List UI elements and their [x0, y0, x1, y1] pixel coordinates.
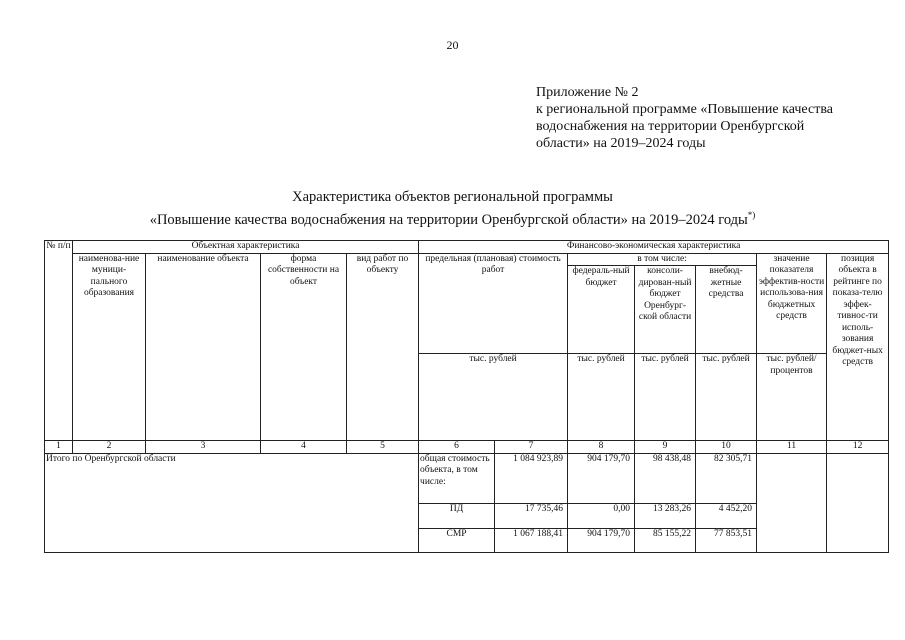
- appendix-heading: [536, 84, 833, 152]
- header-indicator-value: значение показателя эффектив-ности использова-ния бюджетных средств: [757, 253, 827, 354]
- title-line-2-text: «Повышение качества водоснабжения на территории Оренбургской области» на 2019–2024 годы: [149, 211, 748, 228]
- col-number-10: 10: [696, 441, 757, 454]
- unit-extra: тыс. рублей: [696, 354, 757, 441]
- row-label: СМР: [419, 528, 495, 552]
- col-number-11: 11: [757, 441, 827, 454]
- page-number: 20: [446, 38, 459, 52]
- row-federal: 904 179,70: [568, 453, 635, 503]
- row-total: 1 067 188,41: [495, 528, 568, 552]
- row-total: 17 735,46: [495, 503, 568, 528]
- header-finance-group: Финансово-экономическая характеристика: [419, 241, 889, 254]
- header-municipality: наименова-ние муници-пального образования: [73, 253, 146, 441]
- row-extra: 4 452,20: [696, 503, 757, 528]
- col-number-8: 8: [568, 441, 635, 454]
- col-number-12: 12: [827, 441, 889, 454]
- col-number-4: 4: [261, 441, 347, 454]
- row-total: 1 084 923,89: [495, 453, 568, 503]
- header-federal: федераль-ный бюджет: [568, 266, 635, 354]
- col-number-9: 9: [635, 441, 696, 454]
- total-indicator-cell: [757, 453, 827, 552]
- title-line-2: [0, 206, 905, 229]
- appendix-line-4: области» на 2019–2024 годы: [536, 136, 706, 151]
- row-consolidated: 98 438,48: [635, 453, 696, 503]
- table-row: [45, 453, 889, 503]
- col-number-5: 5: [347, 441, 419, 454]
- total-label: Итого по Оренбургской области: [45, 453, 419, 552]
- unit-consolidated: тыс. рублей: [635, 354, 696, 441]
- row-extra: 82 305,71: [696, 453, 757, 503]
- col-number-6: 6: [419, 441, 495, 454]
- header-work-type: вид работ по объекту: [347, 253, 419, 441]
- header-max-cost: предельная (плановая) стоимость работ: [419, 253, 568, 354]
- unit-indicator: тыс. рублей/ процентов: [757, 354, 827, 441]
- row-extra: 77 853,51: [696, 528, 757, 552]
- objects-table: [44, 240, 889, 553]
- header-ownership: форма собственности на объект: [261, 253, 347, 441]
- header-consolidated: консоли-дирован-ный бюджет Оренбург-ской области: [635, 266, 696, 354]
- unit-federal: тыс. рублей: [568, 354, 635, 441]
- title-line-1: Характеристика объектов региональной программы: [292, 189, 613, 205]
- col-number-7: 7: [495, 441, 568, 454]
- col-number-3: 3: [146, 441, 261, 454]
- row-federal: 904 179,70: [568, 528, 635, 552]
- header-num: № п/п: [45, 241, 73, 441]
- header-extra-budget: внебюд-жетные средства: [696, 266, 757, 354]
- col-number-2: 2: [73, 441, 146, 454]
- unit-max-cost: тыс. рублей: [419, 354, 568, 441]
- appendix-line-1: Приложение № 2: [536, 85, 639, 100]
- appendix-line-2: к региональной программе «Повышение качества: [536, 102, 833, 117]
- header-including: в том числе:: [568, 253, 757, 266]
- header-object-group: Объектная характеристика: [73, 241, 419, 254]
- header-object-name: наименование объекта: [146, 253, 261, 441]
- row-label: ПД: [419, 503, 495, 528]
- row-consolidated: 13 283,26: [635, 503, 696, 528]
- row-consolidated: 85 155,22: [635, 528, 696, 552]
- total-rating-cell: [827, 453, 889, 552]
- header-rating-position: позиция объекта в рейтинге по показа-телю эффек-тивнос-ти исполь-зования бюджет-ных средств: [827, 253, 889, 441]
- document-title: [0, 188, 905, 229]
- appendix-line-3: водоснабжения на территории Оренбургской: [536, 119, 805, 134]
- footnote-mark: *): [747, 210, 756, 220]
- col-number-1: 1: [45, 441, 73, 454]
- row-label: общая стоимость объекта, в том числе:: [419, 453, 495, 503]
- row-federal: 0,00: [568, 503, 635, 528]
